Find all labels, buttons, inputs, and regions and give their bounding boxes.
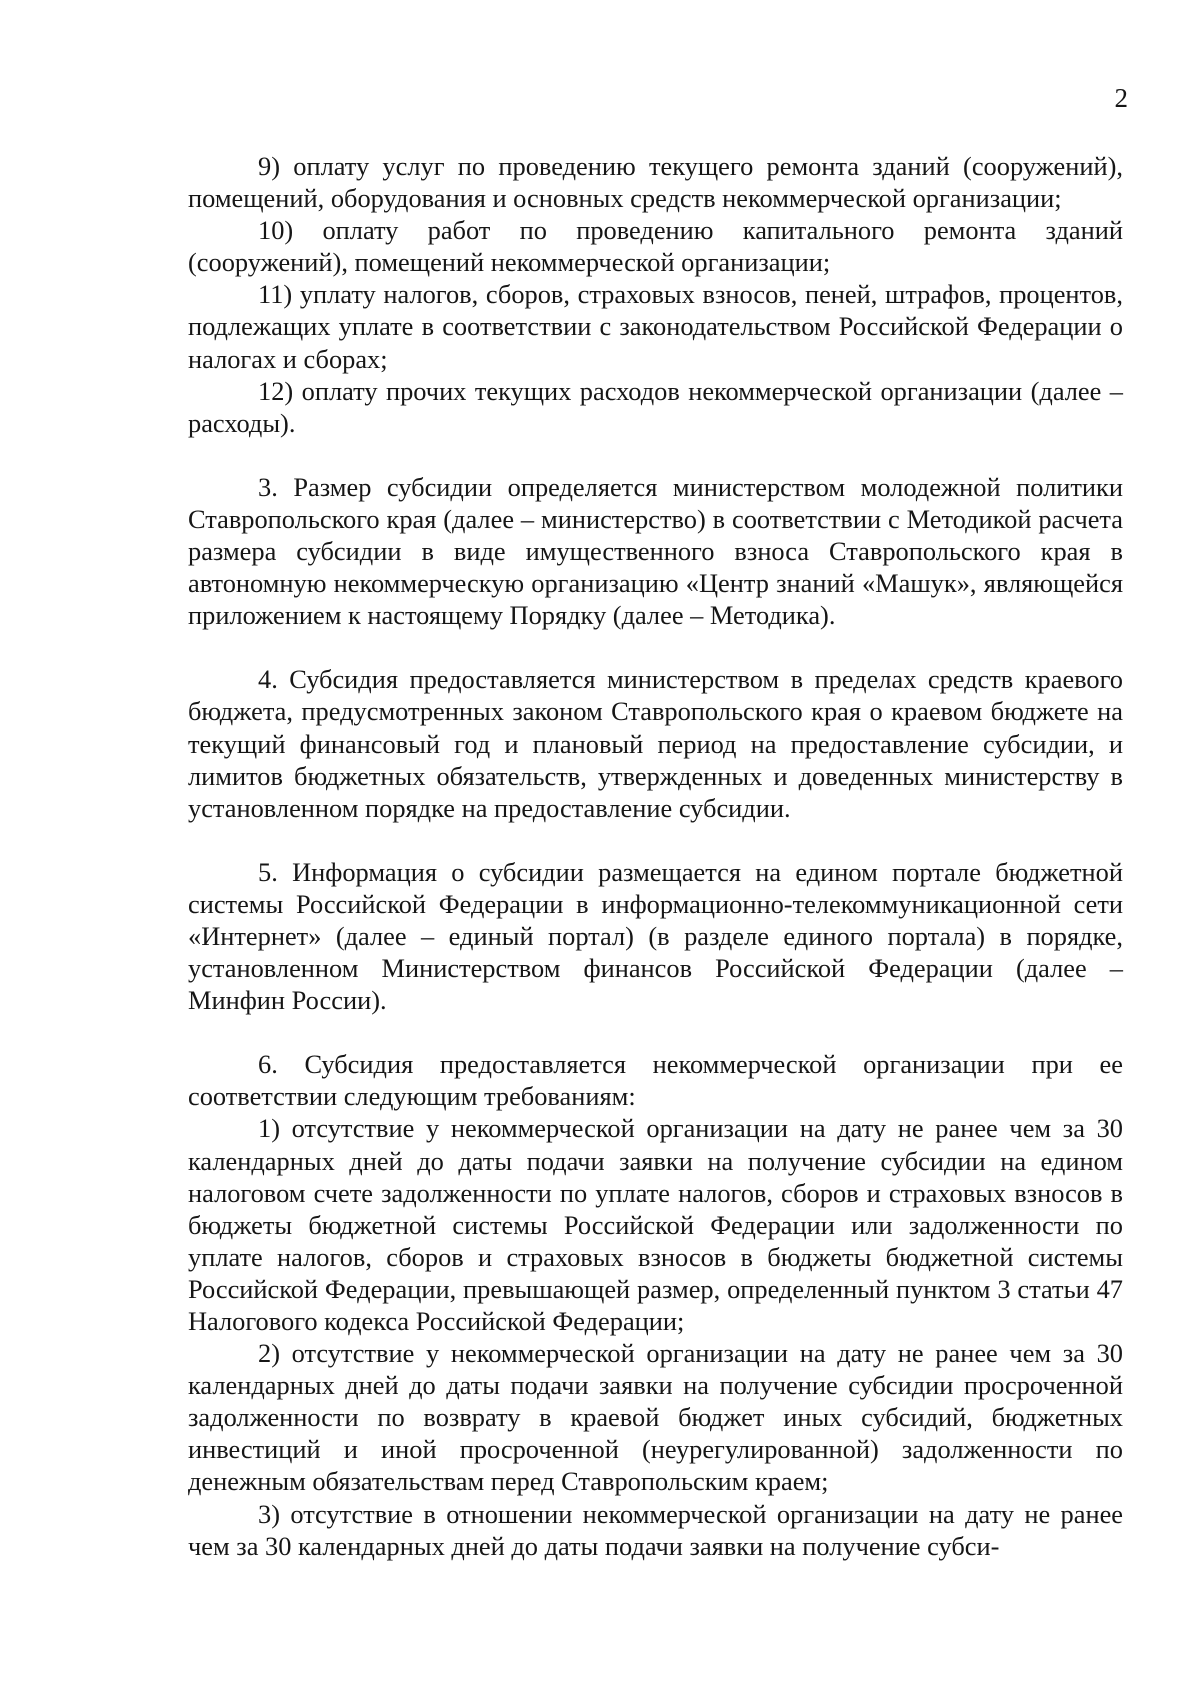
paragraph-section-5: 5. Информация о субсидии размещается на едином портале бюджетной системы Российской Федерации в информационно-телекоммуникационной сети «Интернет» (далее – единый портал) (в разделе единого портала) в порядке, установленном Министерством финансов Российской Федерации (далее – Минфин России). [188, 856, 1123, 1016]
paragraph-section-6: 6. Субсидия предоставляется некоммерческой организации при ее соответствии следующим требованиям: [188, 1049, 1123, 1112]
paragraph-requirement-1: 1) отсутствие у некоммерческой организации на дату не ранее чем за 30 календарных дней до даты подачи заявки на получение субсидии на едином налоговом счете задолженности по уплате налогов, сборов и страховых взносов в бюджеты бюджетной системы Российской Федерации или задолженности по уплате налогов, сборов и страховых взносов в бюджеты бюджетной системы Российской Федерации, превышающей размер, определенный пунктом 3 статьи 47 Налогового кодекса Российской Федерации; [188, 1113, 1123, 1336]
paragraph-requirement-3: 3) отсутствие в отношении некоммерческой организации на дату не ранее чем за 30 календарных дней до даты подачи заявки на получение субси- [188, 1498, 1123, 1561]
page-number: 2 [1114, 83, 1128, 113]
paragraph-item-12: 12) оплату прочих текущих расходов некоммерческой организации (далее – расходы). [188, 375, 1123, 438]
paragraph-item-9: 9) оплату услуг по проведению текущего ремонта зданий (сооружений), помещений, оборудования и основных средств некоммерческой организации; [188, 151, 1123, 214]
paragraph-section-3: 3. Размер субсидии определяется министерством молодежной политики Ставропольского края (далее – министерство) в соответствии с Методикой расчета размера субсидии в виде имущественного взноса Ставропольского края в автономную некоммерческую организацию «Центр знаний «Машук», являющейся приложением к настоящему Порядку (далее – Методика). [188, 471, 1123, 631]
paragraph-item-11: 11) уплату налогов, сборов, страховых взносов, пеней, штрафов, процентов, подлежащих уплате в соответствии с законодательством Российской Федерации о налогах и сборах; [188, 279, 1123, 374]
paragraph-requirement-2: 2) отсутствие у некоммерческой организации на дату не ранее чем за 30 календарных дней до даты подачи заявки на получение субсидии просроченной задолженности по возврату в краевой бюджет иных субсидий, бюджетных инвестиций и иной просроченной (неурегулированной) задолженности по денежным обязательствам перед Ставропольским краем; [188, 1338, 1123, 1497]
paragraph-section-4: 4. Субсидия предоставляется министерством в пределах средств краевого бюджета, предусмотренных законом Ставропольского края о краевом бюджете на текущий финансовый год и плановый период на предоставление субсидии, и лимитов бюджетных обязательств, утвержденных и доведенных министерству в установленном порядке на предоставление субсидии. [188, 664, 1123, 823]
document-body [188, 150, 1123, 1562]
paragraph-item-10: 10) оплату работ по проведению капитального ремонта зданий (сооружений), помещений некоммерческой организации; [188, 215, 1123, 278]
